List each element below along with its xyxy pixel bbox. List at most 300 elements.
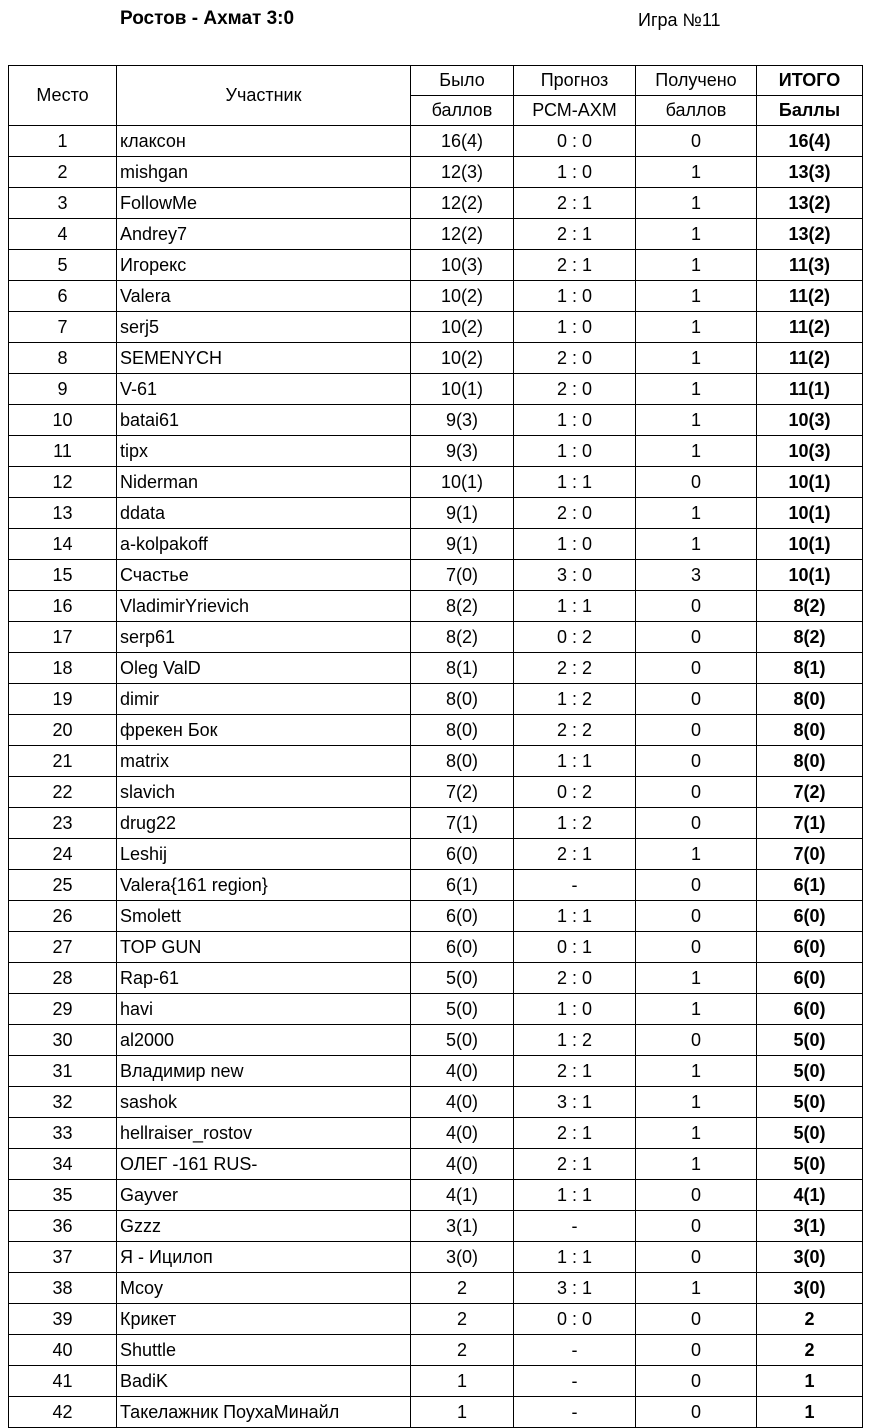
total-points-cell: 10(1) — [757, 529, 863, 560]
place-cell: 19 — [9, 684, 117, 715]
total-points-cell: 1 — [757, 1397, 863, 1428]
forecast-cell: 1 : 0 — [514, 157, 636, 188]
received-points-cell: 1 — [636, 1118, 757, 1149]
forecast-cell: 0 : 0 — [514, 126, 636, 157]
forecast-cell: 0 : 2 — [514, 777, 636, 808]
total-points-cell: 3(0) — [757, 1242, 863, 1273]
table-row — [9, 529, 863, 560]
forecast-cell: 1 : 0 — [514, 405, 636, 436]
before-points-cell: 7(1) — [411, 808, 514, 839]
total-points-cell: 11(2) — [757, 312, 863, 343]
participant-cell: Oleg ValD — [117, 653, 411, 684]
table-row — [9, 1149, 863, 1180]
place-cell: 21 — [9, 746, 117, 777]
table-row — [9, 405, 863, 436]
table-row — [9, 994, 863, 1025]
header-total-line1: ИТОГО — [757, 66, 863, 96]
participant-cell: Rap-61 — [117, 963, 411, 994]
total-points-cell: 5(0) — [757, 1149, 863, 1180]
table-row — [9, 715, 863, 746]
participant-cell: VladimirYrievich — [117, 591, 411, 622]
participant-cell: a-kolpakoff — [117, 529, 411, 560]
forecast-cell: 1 : 0 — [514, 312, 636, 343]
participant-cell: serj5 — [117, 312, 411, 343]
place-cell: 16 — [9, 591, 117, 622]
forecast-cell: - — [514, 870, 636, 901]
place-cell: 38 — [9, 1273, 117, 1304]
received-points-cell: 1 — [636, 312, 757, 343]
header-before-line2: баллов — [411, 96, 514, 126]
forecast-cell: - — [514, 1211, 636, 1242]
game-number: Игра №11 — [638, 10, 721, 30]
before-points-cell: 2 — [411, 1304, 514, 1335]
received-points-cell: 0 — [636, 591, 757, 622]
before-points-cell: 8(0) — [411, 684, 514, 715]
table-row — [9, 622, 863, 653]
forecast-cell: 1 : 2 — [514, 684, 636, 715]
place-cell: 1 — [9, 126, 117, 157]
total-points-cell: 13(2) — [757, 188, 863, 219]
received-points-cell: 0 — [636, 1335, 757, 1366]
forecast-cell: 0 : 2 — [514, 622, 636, 653]
table-row — [9, 963, 863, 994]
participant-cell: Andrey7 — [117, 219, 411, 250]
before-points-cell: 5(0) — [411, 963, 514, 994]
place-cell: 28 — [9, 963, 117, 994]
participant-cell: SEMENYCH — [117, 343, 411, 374]
before-points-cell: 1 — [411, 1366, 514, 1397]
place-cell: 36 — [9, 1211, 117, 1242]
total-points-cell: 8(1) — [757, 653, 863, 684]
before-points-cell: 2 — [411, 1335, 514, 1366]
participant-cell: Gayver — [117, 1180, 411, 1211]
participant-cell: hellraiser_rostov — [117, 1118, 411, 1149]
total-points-cell: 10(1) — [757, 498, 863, 529]
before-points-cell: 6(0) — [411, 901, 514, 932]
participant-cell: havi — [117, 994, 411, 1025]
before-points-cell: 9(1) — [411, 529, 514, 560]
participant-cell: Niderman — [117, 467, 411, 498]
forecast-cell: 2 : 0 — [514, 963, 636, 994]
table-row — [9, 932, 863, 963]
header-forecast-line2: РСМ-АХМ — [514, 96, 636, 126]
received-points-cell: 1 — [636, 1149, 757, 1180]
total-points-cell: 2 — [757, 1304, 863, 1335]
place-cell: 31 — [9, 1056, 117, 1087]
table-row — [9, 250, 863, 281]
before-points-cell: 12(3) — [411, 157, 514, 188]
header-before-line1: Было — [411, 66, 514, 96]
total-points-cell: 5(0) — [757, 1056, 863, 1087]
participant-cell: Владимир new — [117, 1056, 411, 1087]
place-cell: 18 — [9, 653, 117, 684]
place-cell: 2 — [9, 157, 117, 188]
place-cell: 20 — [9, 715, 117, 746]
forecast-cell: - — [514, 1366, 636, 1397]
received-points-cell: 1 — [636, 1056, 757, 1087]
forecast-cell: 2 : 0 — [514, 498, 636, 529]
table-row — [9, 870, 863, 901]
received-points-cell: 1 — [636, 1087, 757, 1118]
place-cell: 33 — [9, 1118, 117, 1149]
forecast-cell: 2 : 0 — [514, 343, 636, 374]
before-points-cell: 10(1) — [411, 467, 514, 498]
before-points-cell: 9(3) — [411, 436, 514, 467]
received-points-cell: 1 — [636, 963, 757, 994]
received-points-cell: 1 — [636, 250, 757, 281]
before-points-cell: 7(0) — [411, 560, 514, 591]
total-points-cell: 7(1) — [757, 808, 863, 839]
table-header — [9, 66, 863, 126]
total-points-cell: 6(1) — [757, 870, 863, 901]
received-points-cell: 1 — [636, 994, 757, 1025]
received-points-cell: 1 — [636, 157, 757, 188]
before-points-cell: 8(1) — [411, 653, 514, 684]
forecast-cell: 3 : 1 — [514, 1273, 636, 1304]
forecast-cell: 0 : 1 — [514, 932, 636, 963]
before-points-cell: 4(0) — [411, 1149, 514, 1180]
table-row — [9, 808, 863, 839]
forecast-cell: 2 : 1 — [514, 1056, 636, 1087]
total-points-cell: 5(0) — [757, 1118, 863, 1149]
received-points-cell: 1 — [636, 839, 757, 870]
before-points-cell: 8(0) — [411, 746, 514, 777]
place-cell: 23 — [9, 808, 117, 839]
received-points-cell: 0 — [636, 746, 757, 777]
participant-cell: фрекен Бок — [117, 715, 411, 746]
forecast-cell: - — [514, 1397, 636, 1428]
participant-cell: Leshij — [117, 839, 411, 870]
received-points-cell: 0 — [636, 467, 757, 498]
place-cell: 42 — [9, 1397, 117, 1428]
table-row — [9, 1180, 863, 1211]
before-points-cell: 6(1) — [411, 870, 514, 901]
total-points-cell: 3(0) — [757, 1273, 863, 1304]
table-row — [9, 1211, 863, 1242]
table-row — [9, 374, 863, 405]
forecast-cell: 1 : 1 — [514, 467, 636, 498]
participant-cell: matrix — [117, 746, 411, 777]
received-points-cell: 1 — [636, 436, 757, 467]
place-cell: 34 — [9, 1149, 117, 1180]
table-row — [9, 1242, 863, 1273]
table-row — [9, 901, 863, 932]
table-row — [9, 219, 863, 250]
table-row — [9, 591, 863, 622]
received-points-cell: 0 — [636, 684, 757, 715]
place-cell: 22 — [9, 777, 117, 808]
before-points-cell: 5(0) — [411, 1025, 514, 1056]
participant-cell: sashok — [117, 1087, 411, 1118]
received-points-cell: 0 — [636, 1242, 757, 1273]
before-points-cell: 16(4) — [411, 126, 514, 157]
before-points-cell: 4(0) — [411, 1118, 514, 1149]
total-points-cell: 8(0) — [757, 746, 863, 777]
place-cell: 5 — [9, 250, 117, 281]
place-cell: 3 — [9, 188, 117, 219]
place-cell: 27 — [9, 932, 117, 963]
total-points-cell: 8(0) — [757, 684, 863, 715]
forecast-cell: 1 : 1 — [514, 901, 636, 932]
participant-cell: Mcoy — [117, 1273, 411, 1304]
place-cell: 25 — [9, 870, 117, 901]
participant-cell: slavich — [117, 777, 411, 808]
before-points-cell: 10(1) — [411, 374, 514, 405]
total-points-cell: 8(0) — [757, 715, 863, 746]
participant-cell: Игорекс — [117, 250, 411, 281]
table-row — [9, 281, 863, 312]
received-points-cell: 0 — [636, 777, 757, 808]
place-cell: 15 — [9, 560, 117, 591]
table-row — [9, 188, 863, 219]
forecast-cell: 2 : 1 — [514, 1149, 636, 1180]
header-received-line2: баллов — [636, 96, 757, 126]
place-cell: 32 — [9, 1087, 117, 1118]
place-cell: 8 — [9, 343, 117, 374]
place-cell: 40 — [9, 1335, 117, 1366]
received-points-cell: 0 — [636, 1211, 757, 1242]
before-points-cell: 10(2) — [411, 343, 514, 374]
participant-cell: FollowMe — [117, 188, 411, 219]
forecast-cell: 2 : 1 — [514, 839, 636, 870]
header-forecast-line1: Прогноз — [514, 66, 636, 96]
participant-cell: V-61 — [117, 374, 411, 405]
match-title: Ростов - Ахмат 3:0 — [120, 8, 295, 29]
participant-cell: клаксон — [117, 126, 411, 157]
total-points-cell: 11(2) — [757, 343, 863, 374]
received-points-cell: 0 — [636, 653, 757, 684]
before-points-cell: 10(2) — [411, 312, 514, 343]
table-row — [9, 560, 863, 591]
table-row — [9, 312, 863, 343]
total-points-cell: 6(0) — [757, 994, 863, 1025]
forecast-cell: 1 : 0 — [514, 529, 636, 560]
received-points-cell: 0 — [636, 1397, 757, 1428]
place-cell: 11 — [9, 436, 117, 467]
total-points-cell: 13(3) — [757, 157, 863, 188]
total-points-cell: 6(0) — [757, 901, 863, 932]
before-points-cell: 5(0) — [411, 994, 514, 1025]
table-row — [9, 126, 863, 157]
table-row — [9, 1273, 863, 1304]
participant-cell: BadiK — [117, 1366, 411, 1397]
forecast-cell: 3 : 0 — [514, 560, 636, 591]
participant-cell: Valera{161 region} — [117, 870, 411, 901]
total-points-cell: 16(4) — [757, 126, 863, 157]
total-points-cell: 11(2) — [757, 281, 863, 312]
total-points-cell: 13(2) — [757, 219, 863, 250]
header-total-line2: Баллы — [757, 96, 863, 126]
participant-cell: mishgan — [117, 157, 411, 188]
header-participant: Участник — [117, 66, 411, 126]
place-cell: 24 — [9, 839, 117, 870]
place-cell: 30 — [9, 1025, 117, 1056]
received-points-cell: 0 — [636, 1180, 757, 1211]
before-points-cell: 6(0) — [411, 932, 514, 963]
place-cell: 6 — [9, 281, 117, 312]
table-row — [9, 1087, 863, 1118]
received-points-cell: 1 — [636, 188, 757, 219]
table-row — [9, 1397, 863, 1428]
received-points-cell: 1 — [636, 343, 757, 374]
total-points-cell: 10(1) — [757, 560, 863, 591]
forecast-cell: 2 : 2 — [514, 715, 636, 746]
forecast-cell: 1 : 2 — [514, 808, 636, 839]
before-points-cell: 1 — [411, 1397, 514, 1428]
place-cell: 37 — [9, 1242, 117, 1273]
forecast-cell: 2 : 0 — [514, 374, 636, 405]
table-row — [9, 777, 863, 808]
forecast-cell: 1 : 1 — [514, 746, 636, 777]
total-points-cell: 3(1) — [757, 1211, 863, 1242]
participant-cell: TOP GUN — [117, 932, 411, 963]
total-points-cell: 11(1) — [757, 374, 863, 405]
total-points-cell: 11(3) — [757, 250, 863, 281]
forecast-cell: 0 : 0 — [514, 1304, 636, 1335]
place-cell: 39 — [9, 1304, 117, 1335]
received-points-cell: 0 — [636, 1366, 757, 1397]
participant-cell: tipx — [117, 436, 411, 467]
forecast-cell: 2 : 2 — [514, 653, 636, 684]
before-points-cell: 4(1) — [411, 1180, 514, 1211]
received-points-cell: 1 — [636, 1273, 757, 1304]
header-received-line1: Получено — [636, 66, 757, 96]
before-points-cell: 10(2) — [411, 281, 514, 312]
before-points-cell: 3(0) — [411, 1242, 514, 1273]
table-row — [9, 1025, 863, 1056]
received-points-cell: 0 — [636, 1304, 757, 1335]
forecast-cell: 1 : 2 — [514, 1025, 636, 1056]
total-points-cell: 10(1) — [757, 467, 863, 498]
participant-cell: Крикет — [117, 1304, 411, 1335]
forecast-cell: - — [514, 1335, 636, 1366]
participant-cell: ОЛЕГ -161 RUS- — [117, 1149, 411, 1180]
table-row — [9, 1056, 863, 1087]
participant-cell: Smolett — [117, 901, 411, 932]
place-cell: 35 — [9, 1180, 117, 1211]
table-row — [9, 157, 863, 188]
participant-cell: Shuttle — [117, 1335, 411, 1366]
received-points-cell: 1 — [636, 219, 757, 250]
before-points-cell: 7(2) — [411, 777, 514, 808]
table-row — [9, 653, 863, 684]
received-points-cell: 0 — [636, 870, 757, 901]
table-row — [9, 1304, 863, 1335]
received-points-cell: 1 — [636, 281, 757, 312]
before-points-cell: 8(0) — [411, 715, 514, 746]
participant-cell: Valera — [117, 281, 411, 312]
before-points-cell: 9(3) — [411, 405, 514, 436]
table-row — [9, 467, 863, 498]
before-points-cell: 8(2) — [411, 591, 514, 622]
header-place: Место — [9, 66, 117, 126]
received-points-cell: 1 — [636, 529, 757, 560]
participant-cell: Я - Ицилоп — [117, 1242, 411, 1273]
received-points-cell: 1 — [636, 498, 757, 529]
received-points-cell: 0 — [636, 622, 757, 653]
before-points-cell: 4(0) — [411, 1056, 514, 1087]
total-points-cell: 7(2) — [757, 777, 863, 808]
before-points-cell: 12(2) — [411, 219, 514, 250]
forecast-cell: 3 : 1 — [514, 1087, 636, 1118]
participant-cell: Такелажник ПоухаМинайл — [117, 1397, 411, 1428]
total-points-cell: 8(2) — [757, 622, 863, 653]
total-points-cell: 5(0) — [757, 1025, 863, 1056]
place-cell: 13 — [9, 498, 117, 529]
before-points-cell: 3(1) — [411, 1211, 514, 1242]
total-points-cell: 1 — [757, 1366, 863, 1397]
received-points-cell: 0 — [636, 126, 757, 157]
table-row — [9, 498, 863, 529]
participant-cell: drug22 — [117, 808, 411, 839]
place-cell: 4 — [9, 219, 117, 250]
total-points-cell: 2 — [757, 1335, 863, 1366]
received-points-cell: 1 — [636, 374, 757, 405]
participant-cell: dimir — [117, 684, 411, 715]
before-points-cell: 12(2) — [411, 188, 514, 219]
forecast-cell: 1 : 0 — [514, 281, 636, 312]
total-points-cell: 6(0) — [757, 963, 863, 994]
total-points-cell: 5(0) — [757, 1087, 863, 1118]
place-cell: 10 — [9, 405, 117, 436]
participant-cell: serp61 — [117, 622, 411, 653]
forecast-cell: 1 : 0 — [514, 436, 636, 467]
table-row — [9, 839, 863, 870]
place-cell: 12 — [9, 467, 117, 498]
table-row — [9, 436, 863, 467]
forecast-cell: 2 : 1 — [514, 1118, 636, 1149]
received-points-cell: 0 — [636, 932, 757, 963]
participant-cell: batai61 — [117, 405, 411, 436]
place-cell: 14 — [9, 529, 117, 560]
table-row — [9, 746, 863, 777]
before-points-cell: 6(0) — [411, 839, 514, 870]
forecast-cell: 1 : 0 — [514, 994, 636, 1025]
place-cell: 41 — [9, 1366, 117, 1397]
forecast-cell: 2 : 1 — [514, 250, 636, 281]
place-cell: 7 — [9, 312, 117, 343]
total-points-cell: 7(0) — [757, 839, 863, 870]
before-points-cell: 10(3) — [411, 250, 514, 281]
before-points-cell: 9(1) — [411, 498, 514, 529]
received-points-cell: 0 — [636, 901, 757, 932]
total-points-cell: 4(1) — [757, 1180, 863, 1211]
forecast-cell: 1 : 1 — [514, 1242, 636, 1273]
forecast-cell: 1 : 1 — [514, 1180, 636, 1211]
total-points-cell: 6(0) — [757, 932, 863, 963]
table-row — [9, 1366, 863, 1397]
total-points-cell: 10(3) — [757, 436, 863, 467]
before-points-cell: 4(0) — [411, 1087, 514, 1118]
place-cell: 9 — [9, 374, 117, 405]
participant-cell: Gzzz — [117, 1211, 411, 1242]
standings-table — [8, 65, 863, 1428]
table-row — [9, 1118, 863, 1149]
forecast-cell: 2 : 1 — [514, 219, 636, 250]
table-row — [9, 1335, 863, 1366]
before-points-cell: 8(2) — [411, 622, 514, 653]
place-cell: 29 — [9, 994, 117, 1025]
before-points-cell: 2 — [411, 1273, 514, 1304]
received-points-cell: 3 — [636, 560, 757, 591]
forecast-cell: 2 : 1 — [514, 188, 636, 219]
received-points-cell: 0 — [636, 1025, 757, 1056]
place-cell: 17 — [9, 622, 117, 653]
place-cell: 26 — [9, 901, 117, 932]
total-points-cell: 10(3) — [757, 405, 863, 436]
participant-cell: ddata — [117, 498, 411, 529]
participant-cell: Счастье — [117, 560, 411, 591]
